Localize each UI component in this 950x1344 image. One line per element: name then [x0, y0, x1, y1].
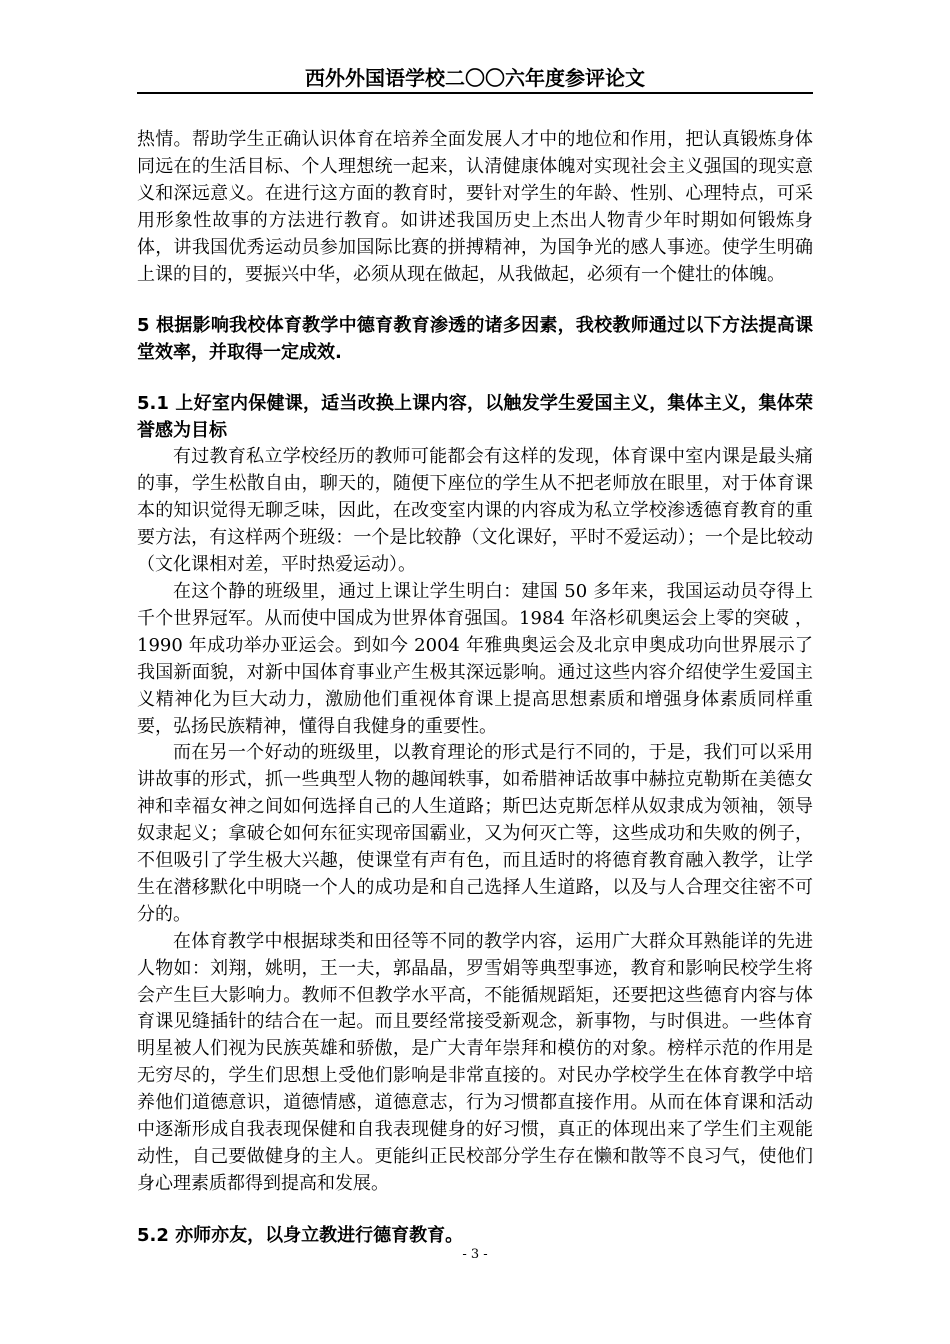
document-body: [137, 127, 813, 1249]
section-5-1-heading: 5.1 上好室内保健课，适当改换上课内容，以触发学生爱国主义，集体主义，集体荣誉感为目标: [137, 393, 813, 442]
section-5-1-paragraph-2: 在这个静的班级里，通过上课让学生明白：建国 50 多年来，我国运动员夺得上千个世界冠军。从而使中国成为世界体育强国。1984 年洛杉矶奥运会上零的突破 ，1990 年成功举办亚运会。到如今 2004 年雅典奥运会及北京申奥成功向世界展示了我国新面貌，对新中国体育事业产生极其深远影响。通过这些内容介绍使学生爱国主义精神化为巨大动力，激励他们重视体育课上提高思想素质和增强身体素质同样重要，弘扬民族精神，懂得自我健身的重要性。: [137, 580, 813, 737]
section-5-1-paragraph-3: 而在另一个好动的班级里，以教育理论的形式是行不同的，于是，我们可以采用讲故事的形式，抓一些典型人物的趣闻轶事，如希腊神话故事中赫拉克勒斯在美德女神和幸福女神之间如何选择自己的人生道路；斯巴达克斯怎样从奴隶成为领袖，领导奴隶起义；拿破仑如何东征实现帝国霸业，又为何灭亡等，这些成功和失败的例子，不但吸引了学生极大兴趣，使课堂有声有色，而且适时的将德育教育融入教学，让学生在潜移默化中明晓一个人的成功是和自己选择人生道路，以及与人合理交往密不可分的。: [137, 742, 813, 925]
intro-paragraph: 热情。帮助学生正确认识体育在培养全面发展人才中的地位和作用，把认真锻炼身体同远在的生活目标、个人理想统一起来，认清健康体魄对实现社会主义强国的现实意义和深远意义。在进行这方面的教育时，要针对学生的年龄、性别、心理特点，可采用形象性故事的方法进行教育。如讲述我国历史上杰出人物青少年时期如何锻炼身体，讲我国优秀运动员参加国际比赛的拼搏精神，为国争光的感人事迹。使学生明确上课的目的，要振兴中华，必须从现在做起，从我做起，必须有一个健壮的体魄。: [137, 129, 813, 285]
section-5-heading: 5 根据影响我校体育教学中德育教育渗透的诸多因素，我校教师通过以下方法提高课堂效率，并取得一定成效.: [137, 315, 813, 364]
section-5-2-heading: 5.2 亦师亦友，以身立教进行德育教育。: [137, 1224, 464, 1246]
section-5-1-paragraph-1: 有过教育私立学校经历的教师可能都会有这样的发现，体育课中室内课是最头痛的事，学生松散自由，聊天的，随便下座位的学生从不把老师放在眼里，对于体育课本的知识觉得无聊乏味，因此，在改变室内课的内容成为私立学校渗透德育教育的重要方法，有这样两个班级：一个是比较静（文化课好，平时不爱运动）；一个是比较动（文化课相对差，平时热爱运动）。: [137, 446, 813, 576]
header-divider: [137, 92, 813, 94]
page-number: - 3 -: [462, 1247, 488, 1262]
page-header-title: 西外外国语学校二〇〇六年度参评论文: [305, 66, 645, 90]
section-5-1-paragraph-4: 在体育教学中根据球类和田径等不同的教学内容，运用广大群众耳熟能详的先进人物如：刘翔，姚明，王一夫，郭晶晶，罗雪娟等典型事迹，教育和影响民校学生将会产生巨大影响力。教师不但教学水平高，不能循规蹈矩，还要把这些德育内容与体育课见缝插针的结合在一起。而且要经常接受新观念，新事物，与时俱进。一些体育明星被人们视为民族英雄和骄傲，是广大青年崇拜和模仿的对象。榜样示范的作用是无穷尽的，学生们思想上受他们影响是非常直接的。对民办学校学生在体育教学中培养他们道德意识，道德情感，道德意志，行为习惯都直接作用。从而在体育课和活动中逐渐形成自我表现保健和自我表现健身的好习惯，真正的体现出来了学生们主观能动性，自己要做健身的主人。更能纠正民校部分学生存在懒和散等不良习气，使他们身心理素质都得到提高和发展。: [137, 930, 813, 1194]
